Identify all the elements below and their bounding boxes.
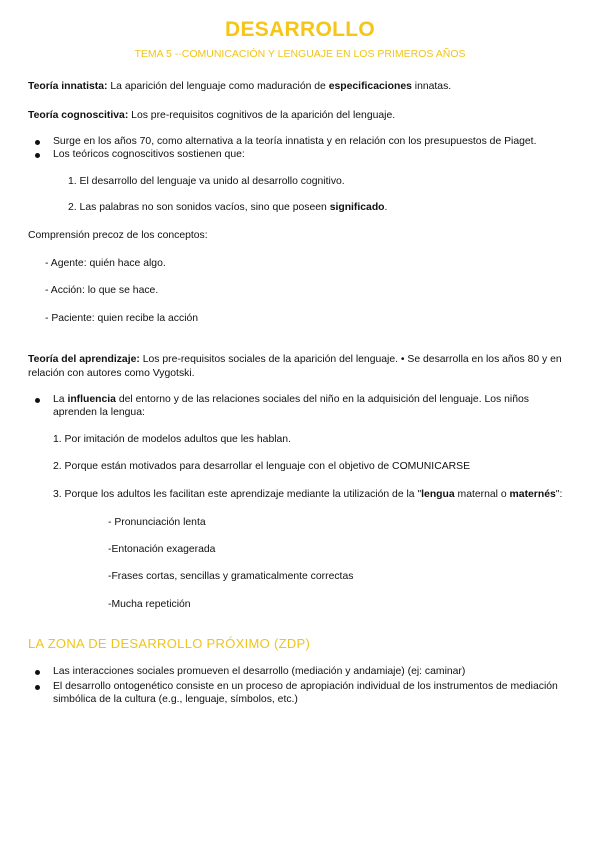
bullet-dot (35, 670, 40, 675)
aprendizaje-text-1: Los pre-requisitos sociales de la aparición del lenguaje. • Se desarrolla en los años 80 y en (139, 354, 562, 365)
point3-text-after: ": (555, 489, 563, 500)
point3-text-mid: maternal o (454, 489, 510, 500)
bullet-bold: influencia (67, 394, 116, 405)
point2-text-after: . (384, 202, 388, 213)
aprendizaje-label: Teoría del aprendizaje: (28, 354, 140, 365)
page-title: DESARROLLO (225, 18, 375, 41)
zdp-bullet-2-line-1: El desarrollo ontogenético consiste en un proceso de apropiación individual de los instrumentos de mediación (53, 681, 558, 692)
feature-item: - Pronunciación lenta (108, 517, 206, 528)
bullet-dot (35, 140, 40, 145)
point3-text-before: 3. Porque los adultos les facilitan este aprendizaje mediante la utilización de la " (53, 489, 422, 500)
zdp-bullet-2-line-2: simbólica de la cultura (e.g., lenguaje, símbolos, etc.) (53, 694, 298, 705)
aprendizaje-point-1: 1. Por imitación de modelos adultos que les hablan. (53, 434, 291, 445)
point3-bold-1: lengua (421, 489, 455, 500)
feature-item: -Entonación exagerada (108, 544, 216, 555)
comprension-heading: Comprensión precoz de los conceptos: (28, 230, 208, 241)
innatista-text-after: innatas. (411, 81, 452, 92)
concept-item: - Agente: quién hace algo. (45, 258, 166, 269)
feature-item: -Frases cortas, sencillas y gramaticalmente correctas (108, 571, 354, 582)
concept-item: - Acción: lo que se hace. (45, 285, 159, 296)
page-subtitle: TEMA 5 -·COMUNICACIÓN Y LENGUAJE EN LOS PRIMEROS AÑOS (134, 48, 466, 60)
bullet-text-after: del entorno y de las relaciones sociales del niño en la adquisición del lenguaje. Los niños (115, 394, 529, 405)
point2-text-before: 2. Las palabras no son sonidos vacíos, sino que poseen (68, 202, 330, 213)
bullet-dot (35, 398, 40, 403)
aprendizaje-bullet-line-2: aprenden la lengua: (53, 407, 145, 418)
zdp-bullet-1: Las interacciones sociales promueven el desarrollo (mediación y andamiaje) (ej: caminar) (53, 666, 466, 677)
cognoscitiva-label: Teoría cognoscitiva: (28, 110, 129, 121)
zdp-heading: LA ZONA DE DESARROLLO PRÓXIMO (ZDP) (28, 636, 311, 651)
innatista-label: Teoría innatista: (28, 81, 108, 92)
cognoscitiva-text: Los pre-requisitos cognitivos de la aparición del lenguaje. (128, 110, 396, 121)
innatista-text-before: La aparición del lenguaje como maduración de (107, 81, 329, 92)
aprendizaje-point-3 (53, 488, 562, 501)
bullet-text-before: La (53, 394, 68, 405)
cognoscitiva-paragraph (28, 109, 395, 122)
innatista-bold-word: especificaciones (328, 81, 412, 92)
aprendizaje-point-2: 2. Porque están motivados para desarrollar el lenguaje con el objetivo de COMUNICARSE (53, 461, 470, 472)
cognoscitiva-bullet-1: Surge en los años 70, como alternativa a la teoría innatista y en relación con los presupuestos de Piaget. (53, 136, 537, 147)
bullet-dot (35, 685, 40, 690)
concept-item: - Paciente: quien recibe la acción (45, 313, 199, 324)
aprendizaje-line-1 (28, 353, 562, 366)
bullet-dot (35, 153, 40, 158)
cognoscitiva-point-2 (68, 201, 387, 214)
aprendizaje-line-2: relación con autores como Vygotski. (28, 368, 195, 379)
point2-bold: significado (329, 202, 385, 213)
innatista-paragraph (28, 80, 451, 93)
feature-item: -Mucha repetición (108, 599, 191, 610)
cognoscitiva-point-1: 1. El desarrollo del lenguaje va unido al desarrollo cognitivo. (68, 176, 345, 187)
cognoscitiva-bullet-2: Los teóricos cognoscitivos sostienen que: (53, 149, 245, 160)
aprendizaje-bullet-line-1 (53, 393, 529, 406)
point3-bold-2: maternés (509, 489, 556, 500)
